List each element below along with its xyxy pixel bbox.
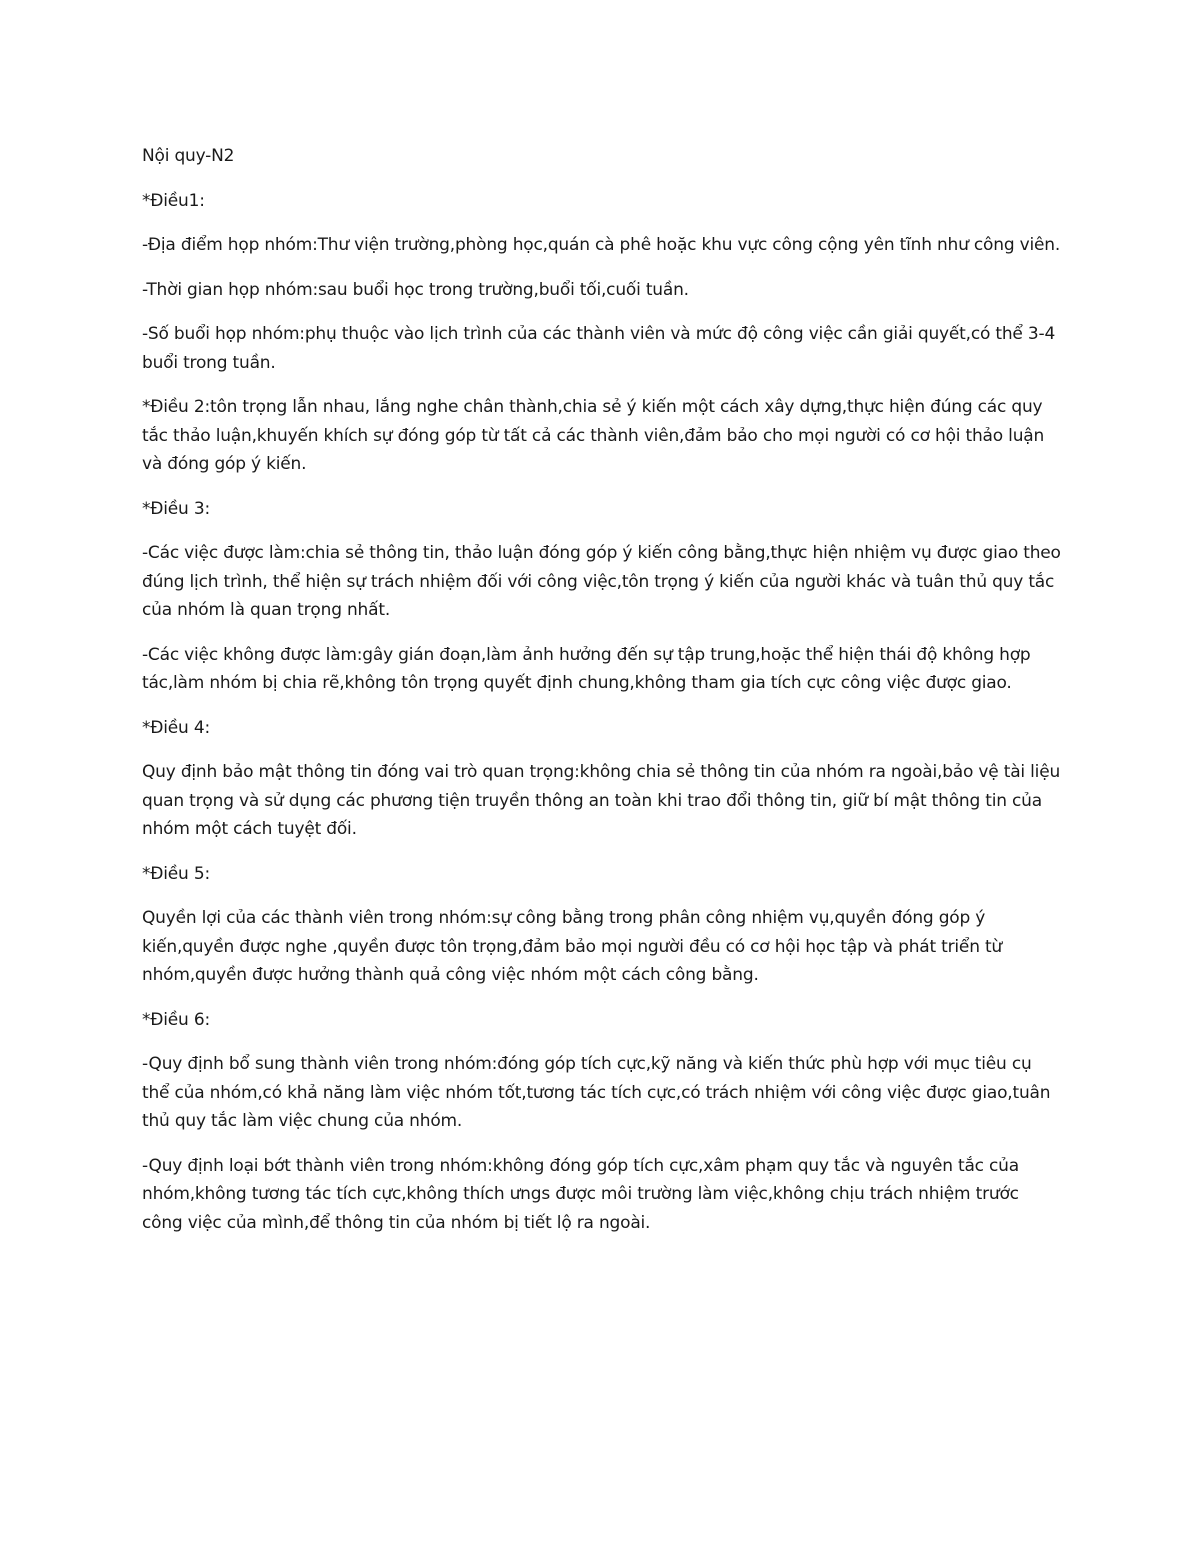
article-5-heading: *Điều 5: <box>142 863 210 884</box>
article-6-heading: *Điều 6: <box>142 1009 210 1030</box>
paragraph-meeting-location: -Địa điểm họp nhóm:Thư viện trường,phòng học,quán cà phê hoặc khu vực công cộng yên tĩnh như công viên. <box>142 235 1061 255</box>
paragraph-allowed-actions: -Các việc được làm:chia sẻ thông tin, thảo luận đóng góp ý kiến công bằng,thực hiện nhiệm vụ được giao theo đúng lịch trình, thể hiện sự trách nhiệm đối với công việc,tôn trọng ý kiến của người khác và tuân thủ quy tắc của nhóm là quan trọng nhất. <box>142 543 1061 620</box>
paragraph-meeting-count: -Số buổi họp nhóm:phụ thuộc vào lịch trình của các thành viên và mức độ công việc cần giải quyết,có thể 3-4 buổi trong tuần. <box>142 324 1056 373</box>
article-3-heading: *Điều 3: <box>142 498 210 519</box>
paragraph-meeting-time: -Thời gian họp nhóm:sau buổi học trong trường,buổi tối,cuối tuần. <box>142 279 689 300</box>
document-title: Nội quy-N2 <box>142 146 235 166</box>
paragraph-add-members: -Quy định bổ sung thành viên trong nhóm:đóng góp tích cực,kỹ năng và kiến thức phù hợp với mục tiêu cụ thể của nhóm,có khả năng làm việc nhóm tốt,tương tác tích cực,có trách nhiệm với công việc được giao,tuân thủ quy tắc làm việc chung của nhóm. <box>142 1054 1051 1131</box>
article-4-heading: *Điều 4: <box>142 717 210 738</box>
article-2-paragraph: *Điều 2:tôn trọng lẫn nhau, lắng nghe chân thành,chia sẻ ý kiến một cách xây dựng,thực hiện đúng các quy tắc thảo luận,khuyến khích sự đóng góp từ tất cả các thành viên,đảm bảo cho mọi người có cơ hội thảo luận và đóng góp ý kiến. <box>142 397 1045 474</box>
paragraph-confidentiality: Quy định bảo mật thông tin đóng vai trò quan trọng:không chia sẻ thông tin của nhóm ra ngoài,bảo vệ tài liệu quan trọng và sử dụng các phương tiện truyền thông an toàn khi trao đổi thông tin, giữ bí mật thông tin của nhóm một cách tuyệt đối. <box>142 762 1061 839</box>
paragraph-member-rights: Quyền lợi của các thành viên trong nhóm:sự công bằng trong phân công nhiệm vụ,quyền đóng góp ý kiến,quyền được nghe ,quyền được tôn trọng,đảm bảo mọi người đều có cơ hội học tập và phát triển từ nhóm,quyền được hưởng thành quả công việc nhóm một cách công bằng. <box>142 908 1003 985</box>
article-1-heading: *Điều1: <box>142 190 205 211</box>
paragraph-remove-members: -Quy định loại bớt thành viên trong nhóm:không đóng góp tích cực,xâm phạm quy tắc và nguyên tắc của nhóm,không tương tác tích cực,không thích ưngs được môi trường làm việc,không chịu trách nhiệm trước công việc của mình,để thông tin của nhóm bị tiết lộ ra ngoài. <box>142 1155 1019 1233</box>
paragraph-forbidden-actions: -Các việc không được làm:gây gián đoạn,làm ảnh hưởng đến sự tập trung,hoặc thể hiện thái độ không hợp tác,làm nhóm bị chia rẽ,không tôn trọng quyết định chung,không tham gia tích cực công việc được giao. <box>142 644 1031 693</box>
document-body <box>142 142 1062 1253</box>
